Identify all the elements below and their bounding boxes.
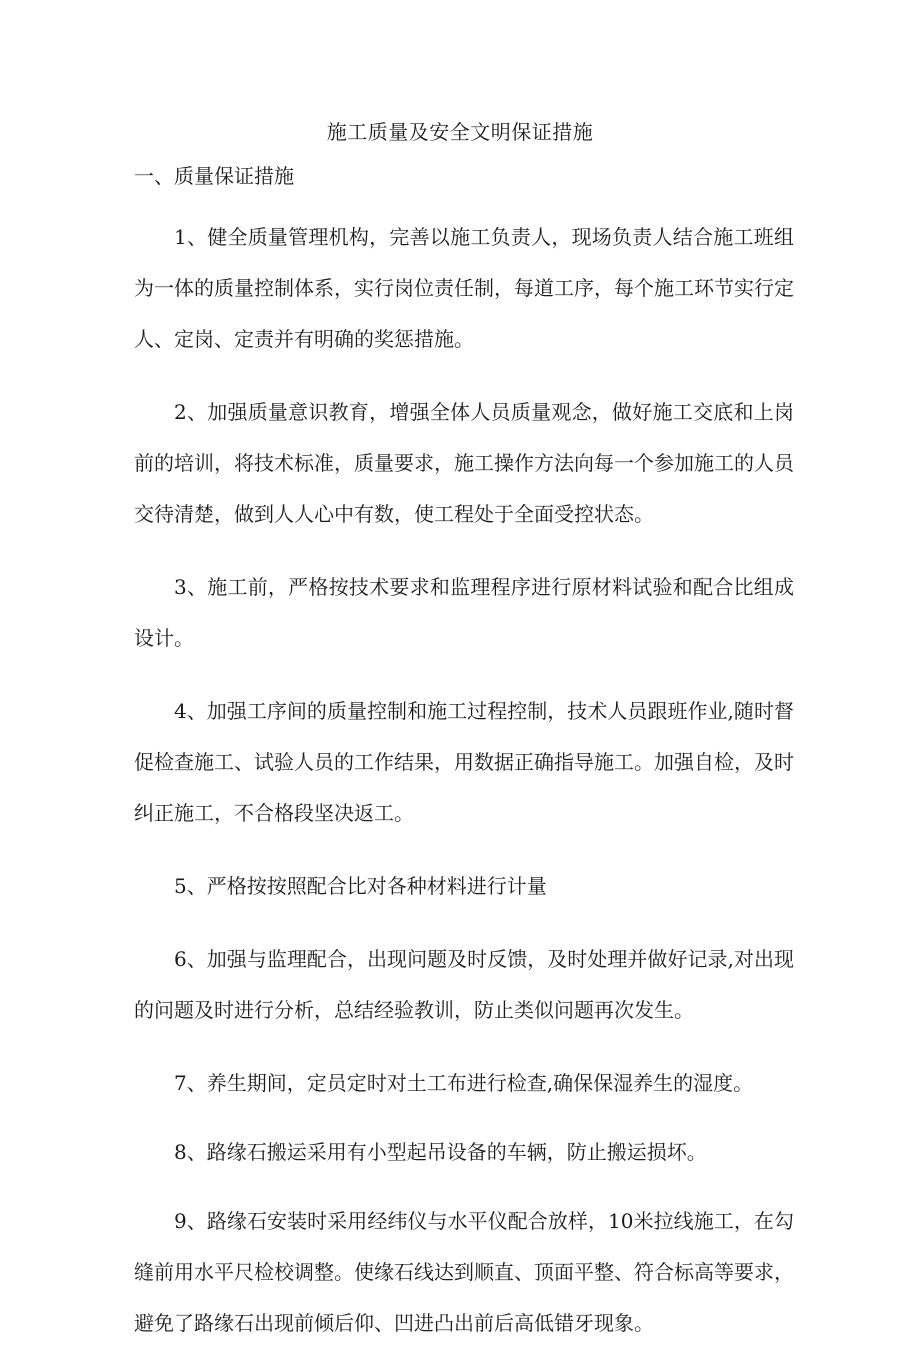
paragraph-5: 5、严格按按照配合比对各种材料进行计量 xyxy=(174,874,547,898)
document-body xyxy=(134,212,794,1371)
section-heading: 一、质量保证措施 xyxy=(134,164,294,188)
paragraph-1: 1、健全质量管理机构，完善以施工负责人，现场负责人结合施工班组为一体的质量控制体系，实行岗位责任制，每道工序，每个施工环节实行定人、定岗、定责并有明确的奖惩措施。 xyxy=(134,225,794,351)
paragraph-6: 6、加强与监理配合，出现问题及时反馈，及时处理并做好记录,对出现的问题及时进行分析，总结经验教训，防止类似问题再次发生。 xyxy=(134,947,794,1022)
paragraph-9: 9、路缘石安装时采用经纬仪与水平仪配合放样，10米拉线施工，在勾缝前用水平尺检校调整。使缘石线达到顺直、顶面平整、符合标高等要求，避免了路缘石出现前倾后仰、凹进凸出前后高低错牙现象。 xyxy=(134,1209,794,1335)
paragraph-7: 7、养生期间，定员定时对土工布进行检查,确保保湿养生的湿度。 xyxy=(174,1071,754,1095)
paragraph-3: 3、施工前，严格按技术要求和监理程序进行原材料试验和配合比组成设计。 xyxy=(134,575,794,650)
paragraph-4: 4、加强工序间的质量控制和施工过程控制，技术人员跟班作业,随时督促检查施工、试验人员的工作结果，用数据正确指导施工。加强自检，及时纠正施工，不合格段坚决返工。 xyxy=(134,699,794,825)
paragraph-2: 2、加强质量意识教育，增强全体人员质量观念，做好施工交底和上岗前的培训，将技术标准，质量要求，施工操作方法向每一个参加施工的人员交待清楚，做到人人心中有数，使工程处于全面受控状态。 xyxy=(134,400,794,526)
paragraph-8: 8、路缘石搬运采用有小型起吊设备的车辆，防止搬运损坏。 xyxy=(174,1140,707,1164)
document-title: 施工质量及安全文明保证措施 xyxy=(326,120,594,144)
